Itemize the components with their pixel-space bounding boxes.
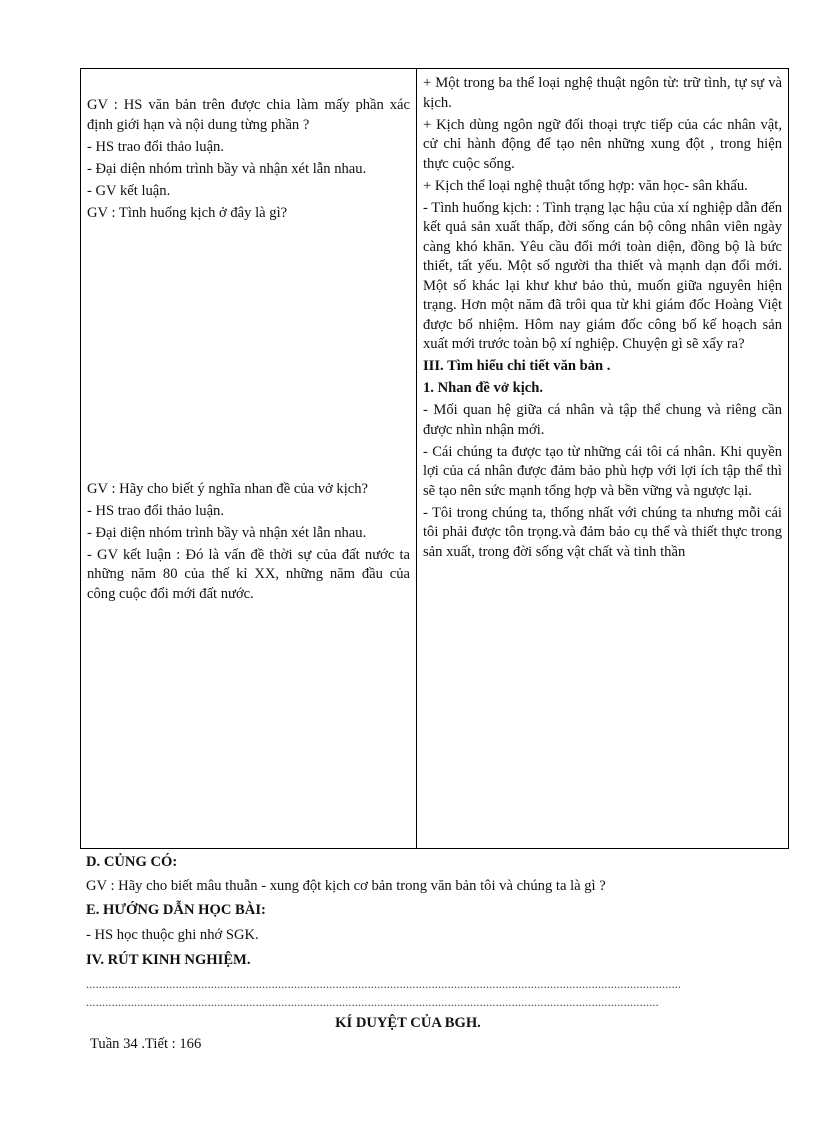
left-question-parts: GV : HS văn bản trên được chia làm mấy phần xác định giới hạn và nội dung từng phần ? (87, 97, 410, 133)
table-row (81, 69, 789, 849)
left-group-present-2: - Đại diện nhóm trình bầy và nhận xét lẫn nhau. (87, 524, 367, 541)
right-collective-point: - Cái chúng ta được tạo từ những cái tôi cá nhân. Khi quyền lợi của cá nhân được đảm bảo phù hợp với lợi ích tập thể thì sẽ tạo nên sức mạnh tổng hợp và bền vững và ngược lại. (423, 443, 782, 499)
left-gv-conclude-2: - GV kết luận : Đó là vấn đề thời sự của đất nước ta những năm 80 của thế kỉ XX, những năm đầu của công cuộc đổi mới đất nước. (87, 546, 410, 602)
left-question-title-meaning: GV : Hãy cho biết ý nghĩa nhan đề của vở kịch? (87, 480, 369, 497)
left-hs-discuss: - HS trao đổi thảo luận. (87, 138, 224, 155)
teacher-activity-column (81, 69, 417, 849)
section-iv-heading: IV. RÚT KINH NGHIỆM. (86, 952, 251, 968)
left-hs-discuss-2: - HS trao đổi thảo luận. (87, 502, 224, 519)
right-subheading-title: 1. Nhan đề vở kịch. (423, 380, 543, 396)
right-relation-point: - Mối quan hệ giữa cá nhân và tập thể chung và riêng cần được nhìn nhận mới. (423, 402, 782, 438)
right-situation-paragraph: - Tình huống kịch: : Tình trạng lạc hậu của xí nghiệp dẫn đến kết quả sản xuất thấp, đời sống cán bộ công nhân viên ngày càng khó khăn. Yêu cầu đổi mới toàn diện, đồng bộ là bức thiết, tất yếu. Một số người tha thiết và mạnh dạn đổi mới. Một số khác lại khư khư bảo thủ, muốn giữa nguyên hiện trạng. Hơn một năm đã trôi qua từ khi giám đốc Hoàng Việt được bổ nhiệm. Hôm nay giám đốc công bố kế hoạch sản xuất mới trước toàn bộ xí nghiệp. Chuyện gì sẽ xẩy ra? (423, 199, 782, 352)
dotted-line-2: ................................................................................................................................................................................... (86, 996, 659, 1008)
right-dialogue-point: + Kịch dùng ngôn ngữ đối thoại trực tiếp của các nhân vật, cử chỉ hành động để tạo nên những xung đột , trong hiện thực cuộc sống. (423, 116, 782, 172)
lesson-table (80, 68, 789, 849)
right-genre-point: + Một trong ba thể loại nghệ thuật ngôn từ: trữ tình, tự sự và kịch. (423, 75, 782, 111)
approval-title: KÍ DUYỆT CỦA BGH. (335, 1015, 481, 1031)
left-gv-conclude: - GV kết luận. (87, 182, 171, 199)
right-synthesis-point: + Kịch thể loại nghệ thuật tổng hợp: văn học- sân khấu. (423, 177, 748, 194)
section-e-heading: E. HƯỚNG DẪN HỌC BÀI: (86, 902, 266, 918)
right-unity-point: - Tôi trong chúng ta, thống nhất với chúng ta nhưng mỗi cái tôi phải được tôn trọng.và đảm bảo cụ thể và thiết thực trong sản xuất, trong đời sống vật chất và tinh thần (423, 504, 782, 560)
left-group-present: - Đại diện nhóm trình bầy và nhận xét lẫn nhau. (87, 160, 367, 177)
section-e-item: - HS học thuộc ghi nhớ SGK. (86, 927, 259, 943)
content-column (417, 69, 789, 849)
dotted-line-1: .......................................................................................................................................................................................... (86, 978, 682, 990)
left-question-situation: GV : Tình huống kịch ở đây là gì? (87, 204, 288, 221)
section-d-heading: D. CỦNG CÓ: (86, 854, 178, 870)
section-d-question: GV : Hãy cho biết mâu thuẫn - xung đột kịch cơ bản trong văn bản tôi và chúng ta là gì ? (86, 878, 606, 894)
week-period-label: Tuần 34 .Tiết : 166 (90, 1036, 202, 1052)
right-section-heading: III. Tìm hiểu chi tiết văn bản . (423, 358, 611, 374)
